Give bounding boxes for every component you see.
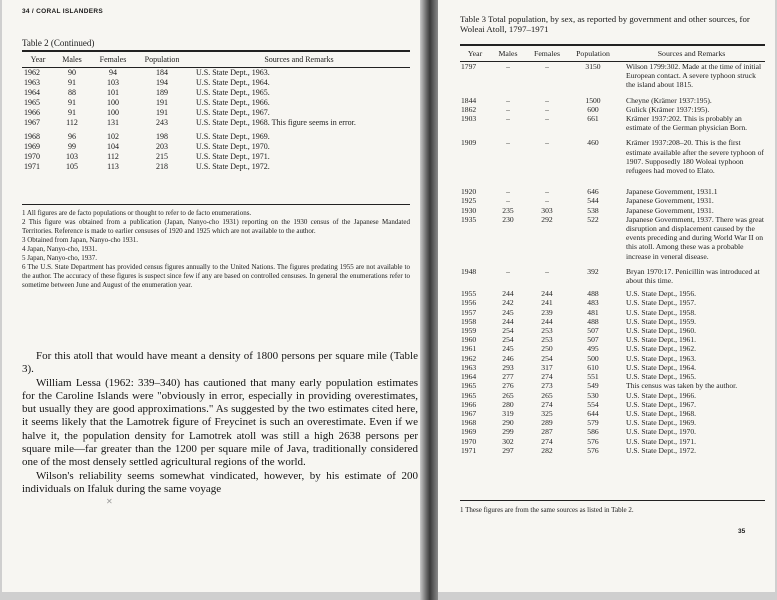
table-cell: 600 <box>587 104 599 114</box>
table-cell: Bryan 1970:17. Penicillin was introduced at about this time. <box>626 266 760 286</box>
column-header: Sources and Remarks <box>264 55 334 64</box>
table-cell: 392 <box>587 266 599 276</box>
table-row <box>460 96 765 105</box>
table-row <box>460 409 765 418</box>
table-cell: 302 <box>502 436 514 446</box>
table-cell: 194 <box>156 78 168 87</box>
table-cell: 576 <box>587 445 599 455</box>
table-cell: 1963 <box>461 362 477 372</box>
column-header: Year <box>30 55 46 64</box>
table-cell: 610 <box>587 362 599 372</box>
table-cell: 576 <box>587 436 599 446</box>
table-cell: 91 <box>68 98 76 107</box>
table-cell: U.S. State Dept., 1968. This figure seems in error. <box>196 118 356 127</box>
table-cell: 239 <box>541 307 553 317</box>
left-page <box>2 0 420 592</box>
body-text <box>22 350 418 496</box>
table-row <box>22 132 410 142</box>
table-cell: 94 <box>109 68 117 77</box>
paragraph: For this atoll that would have meant a density of 1800 persons per square mile (Table 3). <box>22 350 418 376</box>
table-cell: Wilson 1799:302. Made at the time of initial European contact. A severe typhoon struck the island about 1815. <box>626 62 762 90</box>
table-3-footnote: 1 These figures are from the same sources as listed in Table 2. <box>460 506 634 514</box>
table-3-body <box>460 62 765 455</box>
table-cell: Japanese Government, 1931. <box>626 205 714 215</box>
column-header: Population <box>576 49 610 58</box>
table-row <box>460 267 765 289</box>
table-cell: 488 <box>587 316 599 326</box>
table-cell: 242 <box>502 298 514 308</box>
table-cell: 105 <box>66 162 78 171</box>
table-cell: 481 <box>587 307 599 317</box>
table-cell: This census was taken by the author. <box>626 381 738 391</box>
table-cell: 91 <box>68 78 76 87</box>
table-cell: – <box>545 114 549 124</box>
table-cell: 112 <box>107 152 119 161</box>
table-cell: 293 <box>502 362 514 372</box>
table-cell: 100 <box>107 98 119 107</box>
table-row <box>460 418 765 427</box>
table-cell: 538 <box>587 205 599 215</box>
table-cell: U.S. State Dept., 1962. <box>626 344 697 354</box>
table-row <box>460 344 765 353</box>
table-cell: 1500 <box>585 95 601 105</box>
table-cell: U.S. State Dept., 1971. <box>196 152 270 161</box>
table-cell: 280 <box>502 399 514 409</box>
table-cell: U.S. State Dept., 1969. <box>196 132 270 141</box>
table-cell: 1948 <box>461 266 477 276</box>
table-cell: Japanese Government, 1937. There was great disruption and displacement caused by the events preceding and during World War II on this atoll. Among these was a probable increase in veneral disease. <box>626 214 764 261</box>
table-cell: 1970 <box>461 436 477 446</box>
table-cell: U.S. State Dept., 1965. <box>626 372 697 382</box>
footnote: 3 Obtained from Japan, Nanyo-cho 1931. <box>22 236 139 244</box>
table-cell: 1964 <box>461 372 477 382</box>
table-cell: – <box>506 196 510 206</box>
table-row <box>460 308 765 317</box>
table-cell: 507 <box>587 335 599 345</box>
table-cell: Gulick (Krämer 1937:195). <box>626 104 710 114</box>
table-cell: 579 <box>587 418 599 428</box>
table-cell: U.S. State Dept., 1960. <box>626 326 697 336</box>
table-cell: 1925 <box>461 196 477 206</box>
table-row <box>460 427 765 436</box>
table-cell: 1965 <box>461 390 477 400</box>
table-cell: – <box>506 104 510 114</box>
column-header: Population <box>144 55 180 64</box>
table-cell: 184 <box>156 68 168 77</box>
table-cell: U.S. State Dept., 1970. <box>626 427 697 437</box>
table-cell: 1965 <box>24 98 40 107</box>
table-cell: 244 <box>502 289 514 299</box>
table-row <box>460 62 765 96</box>
table-row <box>22 118 410 132</box>
running-head: 34 / CORAL ISLANDERS <box>22 8 104 15</box>
table-row <box>22 78 410 88</box>
table-cell: – <box>506 138 510 148</box>
right-page <box>438 0 775 592</box>
table-cell: 103 <box>107 78 119 87</box>
table-cell: 282 <box>541 445 553 455</box>
table-cell: 1963 <box>24 78 40 87</box>
table-cell: 1962 <box>461 353 477 363</box>
table-cell: 292 <box>541 214 553 224</box>
table-cell: 290 <box>502 418 514 428</box>
table-cell: U.S. State Dept., 1959. <box>626 316 697 326</box>
table-cell: 661 <box>587 114 599 124</box>
table-cell: 88 <box>68 88 76 97</box>
table-cell: 3150 <box>585 62 601 71</box>
table-cell: U.S. State Dept., 1970. <box>196 142 270 151</box>
table-cell: – <box>545 62 549 71</box>
table-cell: 544 <box>587 196 599 206</box>
table-row <box>460 446 765 455</box>
column-header: Males <box>498 49 518 58</box>
table-cell: Japanese Government, 1931. <box>626 196 714 206</box>
table-cell: 551 <box>587 372 599 382</box>
table-row <box>460 354 765 363</box>
table-cell: 1968 <box>24 132 40 141</box>
table-2-footnotes <box>22 209 410 290</box>
table-row <box>460 381 765 390</box>
table-row <box>460 363 765 372</box>
table-cell: 317 <box>541 362 553 372</box>
table-row <box>460 215 765 267</box>
table-cell: 644 <box>587 408 599 418</box>
table-cell: 1935 <box>461 214 477 224</box>
table-row <box>22 152 410 162</box>
table-cell: Japanese Government, 1931.1 <box>626 187 718 197</box>
table-cell: – <box>545 104 549 114</box>
table-cell: – <box>545 196 549 206</box>
table-cell: U.S. State Dept., 1968. <box>626 408 697 418</box>
table-row <box>460 105 765 114</box>
table-cell: U.S. State Dept., 1961. <box>626 335 697 345</box>
table-cell: 1797 <box>461 62 477 71</box>
table-cell: 289 <box>541 418 553 428</box>
table-cell: U.S. State Dept., 1966. <box>626 390 697 400</box>
table-cell: 254 <box>502 335 514 345</box>
table-cell: U.S. State Dept., 1972. <box>196 162 270 171</box>
table-row <box>22 68 410 79</box>
table-cell: 299 <box>502 427 514 437</box>
table-cell: – <box>506 95 510 105</box>
table-cell: 1960 <box>461 335 477 345</box>
footnote: 1 All figures are de facto populations or thought to refer to de facto enumerations. <box>22 209 252 217</box>
table-row <box>460 317 765 326</box>
table-cell: 522 <box>587 214 599 224</box>
table-cell: U.S. State Dept., 1966. <box>196 98 270 107</box>
table-cell: 495 <box>587 344 599 354</box>
table-cell: 113 <box>107 162 119 171</box>
table-3 <box>460 46 765 455</box>
table-row <box>460 289 765 298</box>
table-cell: 1844 <box>461 95 477 105</box>
footnote: 5 Japan, Nanyo-cho, 1937. <box>22 254 98 262</box>
table-cell: 1964 <box>24 88 40 97</box>
table-row <box>460 437 765 446</box>
table-cell: 274 <box>541 436 553 446</box>
table-cell: – <box>545 95 549 105</box>
table-cell: U.S. State Dept., 1964. <box>626 362 697 372</box>
table-cell: 218 <box>156 162 168 171</box>
table-cell: 1968 <box>461 418 477 428</box>
table-cell: 1957 <box>461 307 477 317</box>
table-cell: 254 <box>502 326 514 336</box>
table-cell: 265 <box>541 390 553 400</box>
table-cell: 1965 <box>461 381 477 391</box>
table-cell: 100 <box>107 108 119 117</box>
table-cell: 483 <box>587 298 599 308</box>
table-cell: U.S. State Dept., 1958. <box>626 307 697 317</box>
table-cell: 254 <box>541 353 553 363</box>
table-cell: 1862 <box>461 104 477 114</box>
table-2 <box>22 52 410 172</box>
table-cell: 215 <box>156 152 168 161</box>
table-cell: – <box>506 114 510 124</box>
table-cell: 1970 <box>24 152 40 161</box>
table-row <box>460 114 765 138</box>
table-cell: 265 <box>502 390 514 400</box>
table-2-body <box>22 68 410 173</box>
table-cell: – <box>545 187 549 197</box>
table-cell: Krämer 1937:202. This is probably an estimate of the German physician Born. <box>626 114 748 133</box>
table-2-caption: Table 2 (Continued) <box>22 38 95 48</box>
table-cell: 274 <box>541 399 553 409</box>
table-cell: 96 <box>68 132 76 141</box>
table-row <box>460 372 765 381</box>
footnote: 2 This figure was obtained from a publication (Japan, Nanyo-cho 1931) reporting on the 1930 census of the Japanese Mandated Territories. Reference is made to earlier censuses of 1920 and 1925 which are not available to the author. <box>22 218 410 235</box>
table-cell: U.S. State Dept., 1957. <box>626 298 697 308</box>
table-cell: 1959 <box>461 326 477 336</box>
table-row <box>22 98 410 108</box>
table-cell: 243 <box>156 118 168 127</box>
table-cell: 104 <box>107 142 119 151</box>
table-cell: 203 <box>156 142 168 151</box>
table-cell: 1967 <box>461 408 477 418</box>
table-row <box>460 298 765 307</box>
table-cell: 241 <box>541 298 553 308</box>
page-number: 35 <box>738 528 746 535</box>
column-header: Females <box>534 49 560 58</box>
table-cell: 112 <box>66 118 78 127</box>
footnote: 6 The U.S. State Department has provided census figures annually to the United Nations. The figures predating 1955 are not available to the author. The accuracy of these figures is suspect since few if any are based on controlled censuses. In general the enumerations refer to sometime between June and August of the enumeration year. <box>22 263 410 289</box>
table-row <box>460 206 765 215</box>
table-cell: U.S. State Dept., 1969. <box>626 418 697 428</box>
book-gutter <box>420 0 438 600</box>
table-cell: – <box>506 187 510 197</box>
table-cell: 250 <box>541 344 553 354</box>
table-cell: 325 <box>541 408 553 418</box>
table-cell: 1909 <box>461 138 477 148</box>
table-cell: 244 <box>502 316 514 326</box>
column-header: Females <box>99 55 127 64</box>
footnote: 4 Japan, Nanyo-cho, 1931. <box>22 245 98 253</box>
table-cell: 287 <box>541 427 553 437</box>
table-row <box>460 335 765 344</box>
table-row <box>22 162 410 172</box>
table-cell: 131 <box>107 118 119 127</box>
table-cell: 586 <box>587 427 599 437</box>
table-cell: U.S. State Dept., 1965. <box>196 88 270 97</box>
column-header: Sources and Remarks <box>657 49 726 58</box>
table-cell: 253 <box>541 335 553 345</box>
table-row <box>460 391 765 400</box>
table-cell: 189 <box>156 88 168 97</box>
table-row <box>460 196 765 205</box>
paragraph: Wilson's reliability seems somewhat vindicated, however, by his estimate of 200 individuals on Ifaluk during the same voyage <box>22 469 418 495</box>
table-cell: 277 <box>502 372 514 382</box>
table-cell: 191 <box>156 98 168 107</box>
table-cell: U.S. State Dept., 1967. <box>196 108 270 117</box>
table-cell: U.S. State Dept., 1956. <box>626 289 697 299</box>
table-cell: 1903 <box>461 114 477 124</box>
table-cell: 500 <box>587 353 599 363</box>
table-cell: 244 <box>541 316 553 326</box>
table-cell: 1958 <box>461 316 477 326</box>
column-header: Year <box>467 49 483 58</box>
table-cell: 554 <box>587 399 599 409</box>
table-row <box>22 108 410 118</box>
table-cell: 1955 <box>461 289 477 299</box>
table-cell: 245 <box>502 307 514 317</box>
table-cell: 1967 <box>24 118 40 127</box>
table-cell: 1971 <box>24 162 40 171</box>
table-cell: 244 <box>541 289 553 299</box>
table-cell: 319 <box>502 408 514 418</box>
table-cell: – <box>506 62 510 71</box>
table-cell: 101 <box>107 88 119 97</box>
table-cell: 1930 <box>461 205 477 215</box>
table-row <box>460 138 765 187</box>
table-cell: 507 <box>587 326 599 336</box>
table-row <box>460 187 765 196</box>
table-cell: 488 <box>587 289 599 299</box>
table-cell: 102 <box>107 132 119 141</box>
table-cell: 1969 <box>24 142 40 151</box>
table-cell: 549 <box>587 381 599 391</box>
table-cell: 91 <box>68 108 76 117</box>
table-cell: 646 <box>587 187 599 197</box>
table-cell: 90 <box>68 68 76 77</box>
table-cell: 191 <box>156 108 168 117</box>
table-cell: 1962 <box>24 68 40 77</box>
paragraph: William Lessa (1962: 339–340) has cautioned that many early population estimates for the Caroline Islands were "obviously in error, especially in providing overestimates, but usually they are good approximations." As suggested by the two estimates cited here, it seems likely that the Lamotrek figure of Freycinet is such an overestimate. Even if we halve it, the population density for Lamotrek atoll was still a high 2638 persons per square mile—far greater than the 1200 per square mile of Java, traditionally considered one of the most densely settled agricultural regions of the world. <box>22 376 418 469</box>
table-3-caption: Table 3 Total population, by sex, as reported by government and other sources, for Woleai Atoll, 1797–1971 <box>460 14 750 34</box>
table-cell: 246 <box>502 353 514 363</box>
pencil-mark: ✕ <box>106 497 113 506</box>
table-row <box>22 142 410 152</box>
table-cell: U.S. State Dept., 1963. <box>196 68 270 77</box>
table-cell: 530 <box>587 390 599 400</box>
table-cell: 1966 <box>24 108 40 117</box>
table-2-bottom-rule <box>22 204 410 205</box>
table-cell: 230 <box>502 214 514 224</box>
table-cell: 276 <box>502 381 514 391</box>
table-cell: 274 <box>541 372 553 382</box>
table-row <box>460 400 765 409</box>
table-cell: 1971 <box>461 445 477 455</box>
table-cell: U.S. State Dept., 1971. <box>626 436 697 446</box>
table-cell: 1961 <box>461 344 477 354</box>
table-cell: U.S. State Dept., 1964. <box>196 78 270 87</box>
table-cell: – <box>506 266 510 276</box>
table-cell: 1966 <box>461 399 477 409</box>
table-cell: Cheyne (Krämer 1937:195). <box>626 95 712 105</box>
table-cell: – <box>545 138 549 148</box>
table-cell: – <box>545 266 549 276</box>
table-cell: 103 <box>66 152 78 161</box>
table-cell: 99 <box>68 142 76 151</box>
table-cell: 303 <box>541 205 553 215</box>
column-header: Males <box>62 55 82 64</box>
table-cell: 273 <box>541 381 553 391</box>
table-cell: 1920 <box>461 187 477 197</box>
table-row <box>22 88 410 98</box>
table-row <box>460 326 765 335</box>
table-3-bottom-rule <box>460 500 765 501</box>
table-cell: U.S. State Dept., 1967. <box>626 399 697 409</box>
table-cell: 1956 <box>461 298 477 308</box>
table-cell: U.S. State Dept., 1963. <box>626 353 697 363</box>
table-cell: 235 <box>502 205 514 215</box>
table-cell: 1969 <box>461 427 477 437</box>
table-cell: 297 <box>502 445 514 455</box>
table-cell: 460 <box>587 138 599 148</box>
table-cell: Krämer 1937:208–20. This is the first estimate available after the severe typhoon of 1907. Supposedly 180 Woleai typhoon refugees had moved to Elato. <box>626 138 764 176</box>
table-cell: U.S. State Dept., 1972. <box>626 445 697 455</box>
table-cell: 253 <box>541 326 553 336</box>
table-cell: 198 <box>156 132 168 141</box>
table-cell: 245 <box>502 344 514 354</box>
